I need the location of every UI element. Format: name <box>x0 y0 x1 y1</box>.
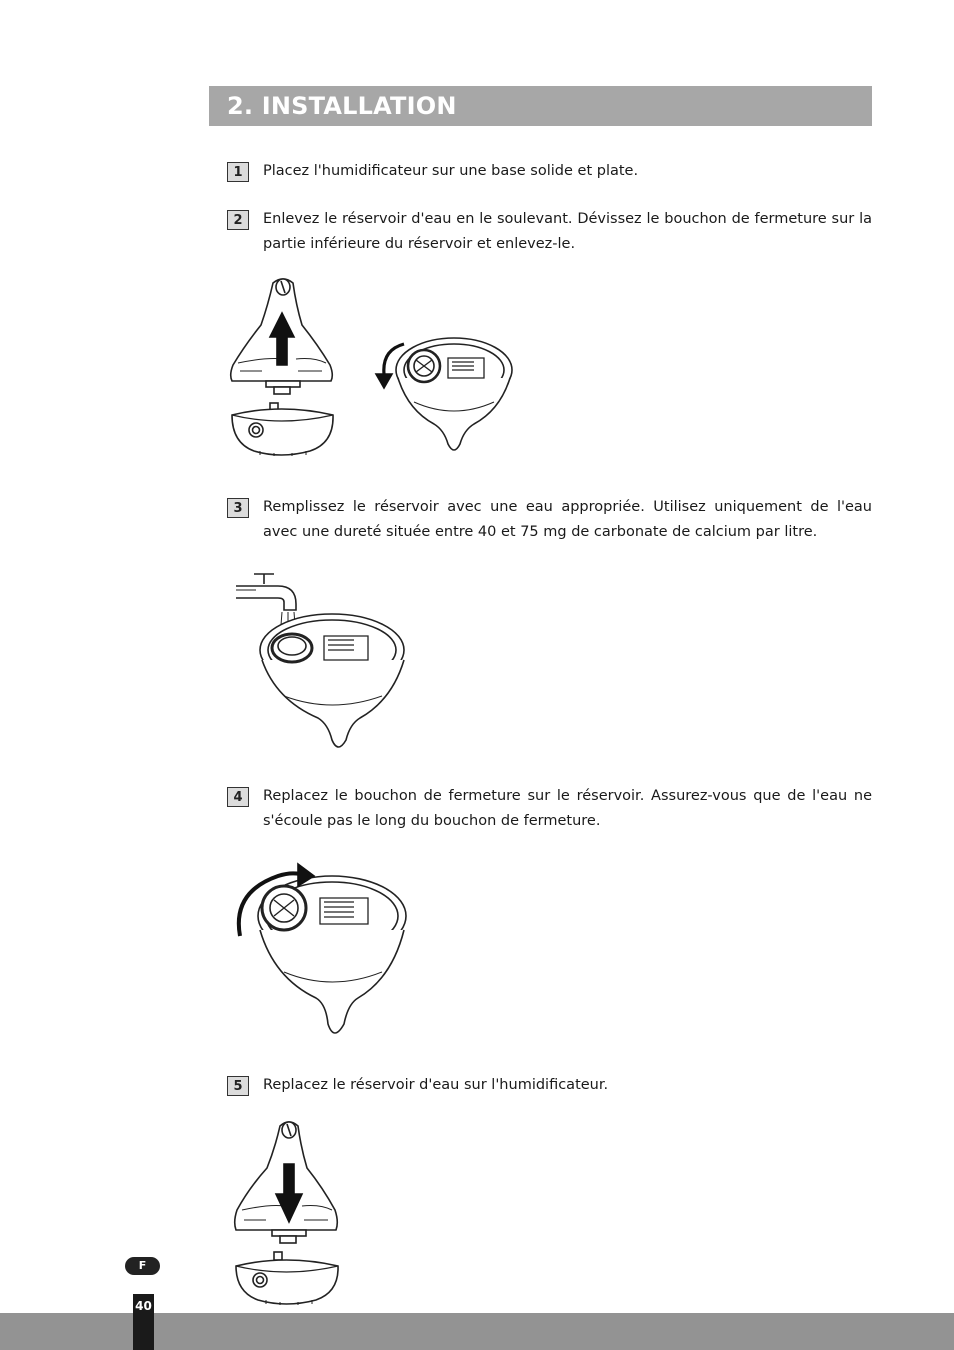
tank-cap-close-illustration <box>228 858 410 1044</box>
page-number: 40 <box>135 1299 152 1313</box>
step-1-number: 1 <box>227 162 249 182</box>
tank-unscrew-illustration <box>374 330 516 458</box>
step-5-number: 5 <box>227 1076 249 1096</box>
step-1-text: Placez l'humidificateur sur une base solide et plate. <box>263 163 639 179</box>
humidifier-place-illustration <box>230 1118 345 1308</box>
step-2-number: 2 <box>227 210 249 230</box>
page-number-tab <box>133 1294 154 1350</box>
language-badge: F <box>125 1257 160 1275</box>
tank-fill-illustration <box>232 568 407 754</box>
step-3-text: Remplissez le réservoir avec une eau appropriée. Utilisez uniquement de l'eau avec une dureté située entre 40 et 75 mg de carbonate de calcium par litre. <box>263 499 872 540</box>
step-4-text: Replacez le bouchon de fermeture sur le réservoir. Assurez-vous que de l'eau ne s'écoule pas le long du bouchon de fermeture. <box>263 788 872 829</box>
step-4-number: 4 <box>227 787 249 807</box>
section-header-bar <box>209 86 872 126</box>
step-5-text: Replacez le réservoir d'eau sur l'humidificateur. <box>263 1077 609 1093</box>
step-3-number: 3 <box>227 498 249 518</box>
step-2-text: Enlevez le réservoir d'eau en le soulevant. Dévissez le bouchon de fermeture sur la partie inférieure du réservoir et enlevez-le. <box>263 211 872 252</box>
section-title: 2. INSTALLATION <box>227 92 457 120</box>
humidifier-lift-illustration <box>226 275 341 457</box>
